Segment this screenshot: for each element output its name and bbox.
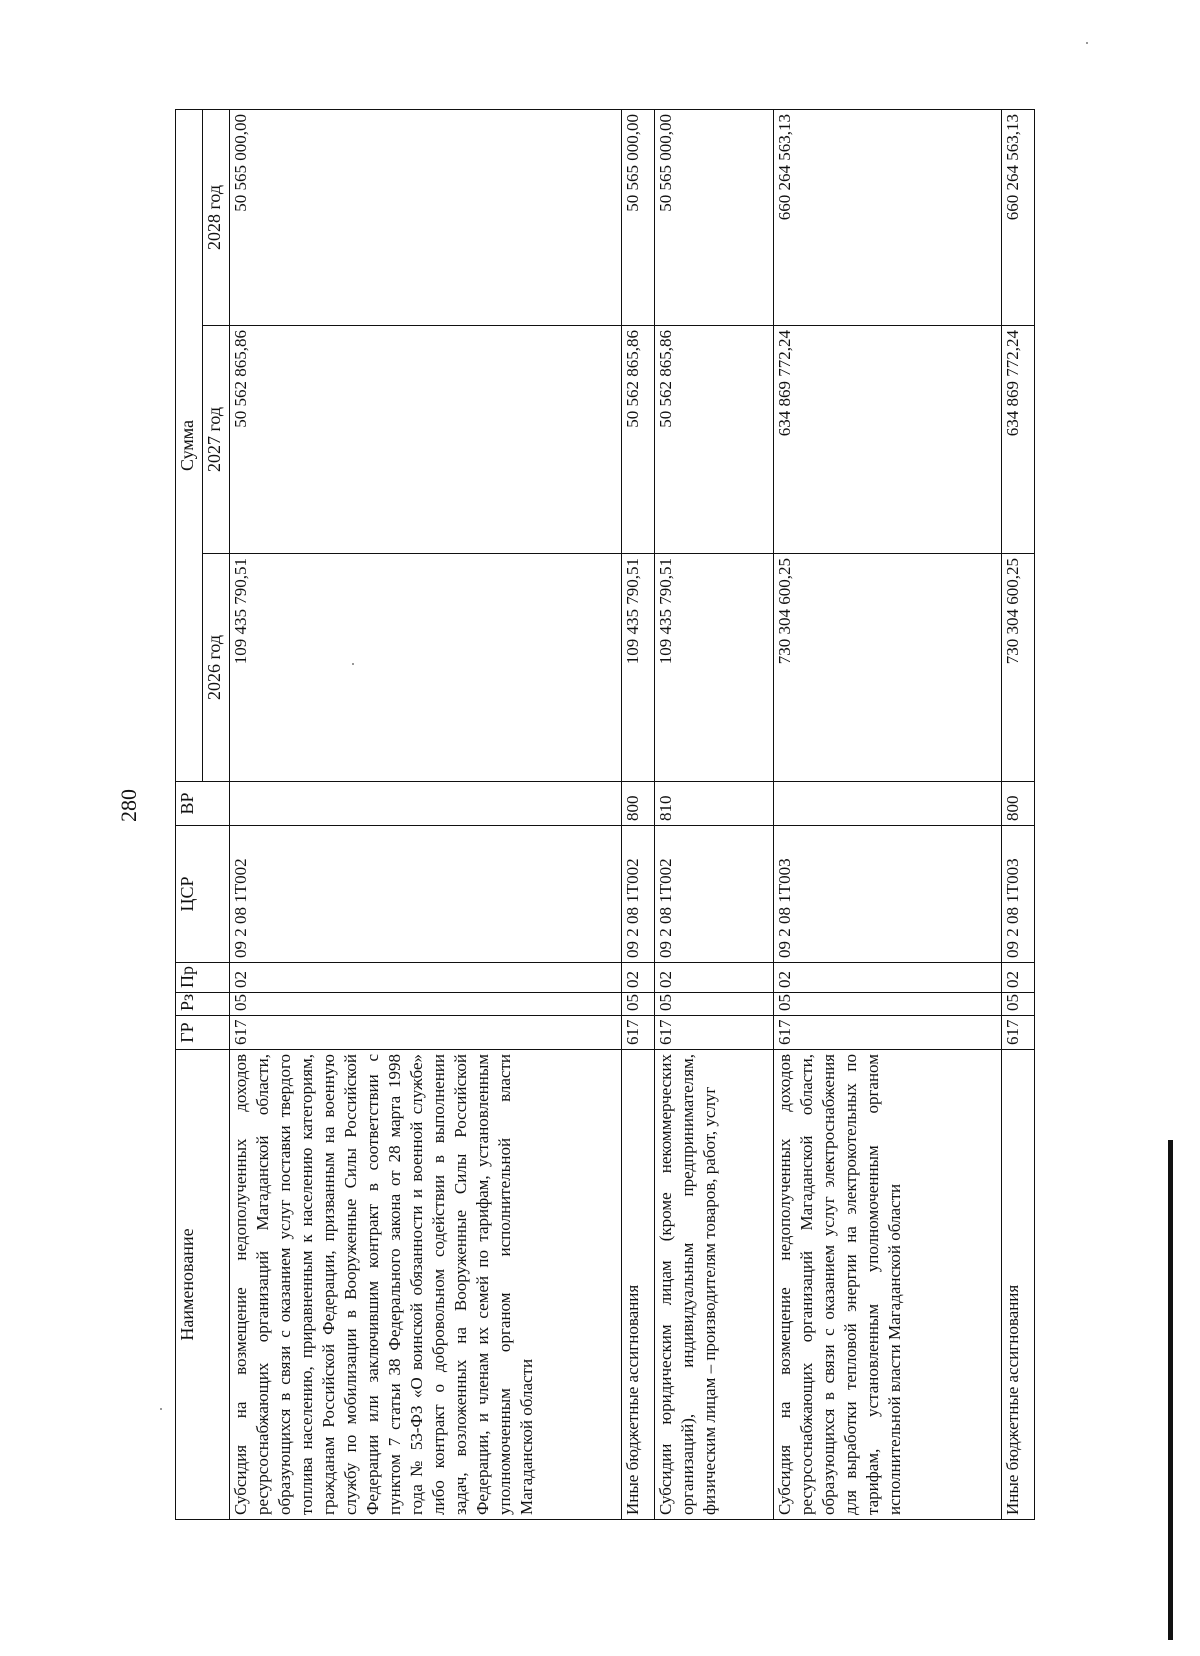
- row-sum-2026: 109 435 790,51: [621, 554, 654, 782]
- row-sum-2027: 634 869 772,24: [1002, 326, 1035, 554]
- row-gr: 617: [654, 1016, 773, 1050]
- row-name: Субсидии юридическим лицам (кроме некоммерческих организаций), индивидуальным предпринимателям, физическим лицам – производителям товаров, работ, услуг: [654, 1050, 773, 1520]
- header-year-2028: 2028 год: [203, 109, 230, 325]
- row-gr: 617: [230, 1016, 622, 1050]
- table-row: [773, 109, 1001, 1519]
- row-sum-2028: 660 264 563,13: [1002, 109, 1035, 325]
- row-pr: 02: [773, 963, 1001, 993]
- row-sum-2027: 634 869 772,24: [773, 326, 1001, 554]
- row-pr: 02: [1002, 963, 1035, 993]
- header-rz: Рз: [176, 993, 230, 1016]
- row-rz: 05: [230, 993, 622, 1016]
- row-gr: 617: [773, 1016, 1001, 1050]
- row-vr: 810: [654, 782, 773, 826]
- row-rz: 05: [654, 993, 773, 1016]
- table-row: [654, 109, 773, 1519]
- scan-speck: [160, 1408, 162, 1410]
- row-name: Субсидия на возмещение недополученных доходов ресурсоснабжающих организаций Магаданской области, образующихся в связи с оказанием услуг поставки твердого топлива населению, приравненным к населению категориям, гражданам Российской Федерации, призванным на военную службу по мобилизации в Вооруженные Силы Российской Федерации или заключившим контракт в соответствии с пунктом 7 статьи 38 Федерального закона от 28 марта 1998 года № 53-ФЗ «О воинской обязанности и военной службе» либо контракт о добровольном содействии в выполнении задач, возложенных на Вооруженные Силы Российской Федерации, и членам их семей по тарифам, установленным уполномоченным органом исполнительной власти Магаданской области: [230, 1050, 622, 1520]
- row-sum-2027: 50 562 865,86: [621, 326, 654, 554]
- row-sum-2028: 660 264 563,13: [773, 109, 1001, 325]
- row-sum-2028: 50 565 000,00: [654, 109, 773, 325]
- header-sum: Сумма: [176, 109, 203, 781]
- header-year-2026: 2026 год: [203, 554, 230, 782]
- row-sum-2026: 109 435 790,51: [654, 554, 773, 782]
- row-sum-2027: 50 562 865,86: [654, 326, 773, 554]
- header-year-2027: 2027 год: [203, 326, 230, 554]
- header-name: Наименование: [176, 1050, 230, 1520]
- row-rz: 05: [773, 993, 1001, 1016]
- scan-speck: [352, 663, 354, 665]
- row-name: Субсидия на возмещение недополученных доходов ресурсоснабжающих организаций Магаданской области, образующихся в связи с оказанием услуг электроснабжения для выработки тепловой энергии на электрокотельных по тарифам, установленным уполномоченным органом исполнительной власти Магаданской области: [773, 1050, 1001, 1520]
- budget-table: [175, 109, 1035, 1520]
- row-csr: 09 2 08 1Т003: [1002, 826, 1035, 963]
- row-sum-2026: 730 304 600,25: [1002, 554, 1035, 782]
- header-csr: ЦСР: [176, 826, 230, 963]
- row-rz: 05: [621, 993, 654, 1016]
- row-vr: 800: [621, 782, 654, 826]
- page-number: 280: [116, 789, 141, 822]
- row-name: Иные бюджетные ассигнования: [1002, 1050, 1035, 1520]
- row-pr: 02: [621, 963, 654, 993]
- table-row: [1002, 109, 1035, 1519]
- row-gr: 617: [1002, 1016, 1035, 1050]
- row-vr: 800: [1002, 782, 1035, 826]
- row-rz: 05: [1002, 993, 1035, 1016]
- row-pr: 02: [654, 963, 773, 993]
- row-vr: [773, 782, 1001, 826]
- table-row: [621, 109, 654, 1519]
- rotated-table-container: [175, 110, 1035, 1520]
- table-row: [230, 109, 622, 1519]
- row-sum-2028: 50 565 000,00: [230, 109, 622, 325]
- row-sum-2026: 730 304 600,25: [773, 554, 1001, 782]
- row-csr: 09 2 08 1Т002: [230, 826, 622, 963]
- row-csr: 09 2 08 1Т003: [773, 826, 1001, 963]
- row-sum-2026: 109 435 790,51: [230, 554, 622, 782]
- header-gr: ГР: [176, 1016, 230, 1050]
- scan-speck: [1086, 42, 1088, 44]
- row-csr: 09 2 08 1Т002: [654, 826, 773, 963]
- scan-edge-line: [1168, 1140, 1173, 1640]
- row-vr: [230, 782, 622, 826]
- header-pr: Пр: [176, 963, 230, 993]
- row-sum-2027: 50 562 865,86: [230, 326, 622, 554]
- row-sum-2028: 50 565 000,00: [621, 109, 654, 325]
- row-csr: 09 2 08 1Т002: [621, 826, 654, 963]
- row-pr: 02: [230, 963, 622, 993]
- row-gr: 617: [621, 1016, 654, 1050]
- header-vr: ВР: [176, 782, 230, 826]
- row-name: Иные бюджетные ассигнования: [621, 1050, 654, 1520]
